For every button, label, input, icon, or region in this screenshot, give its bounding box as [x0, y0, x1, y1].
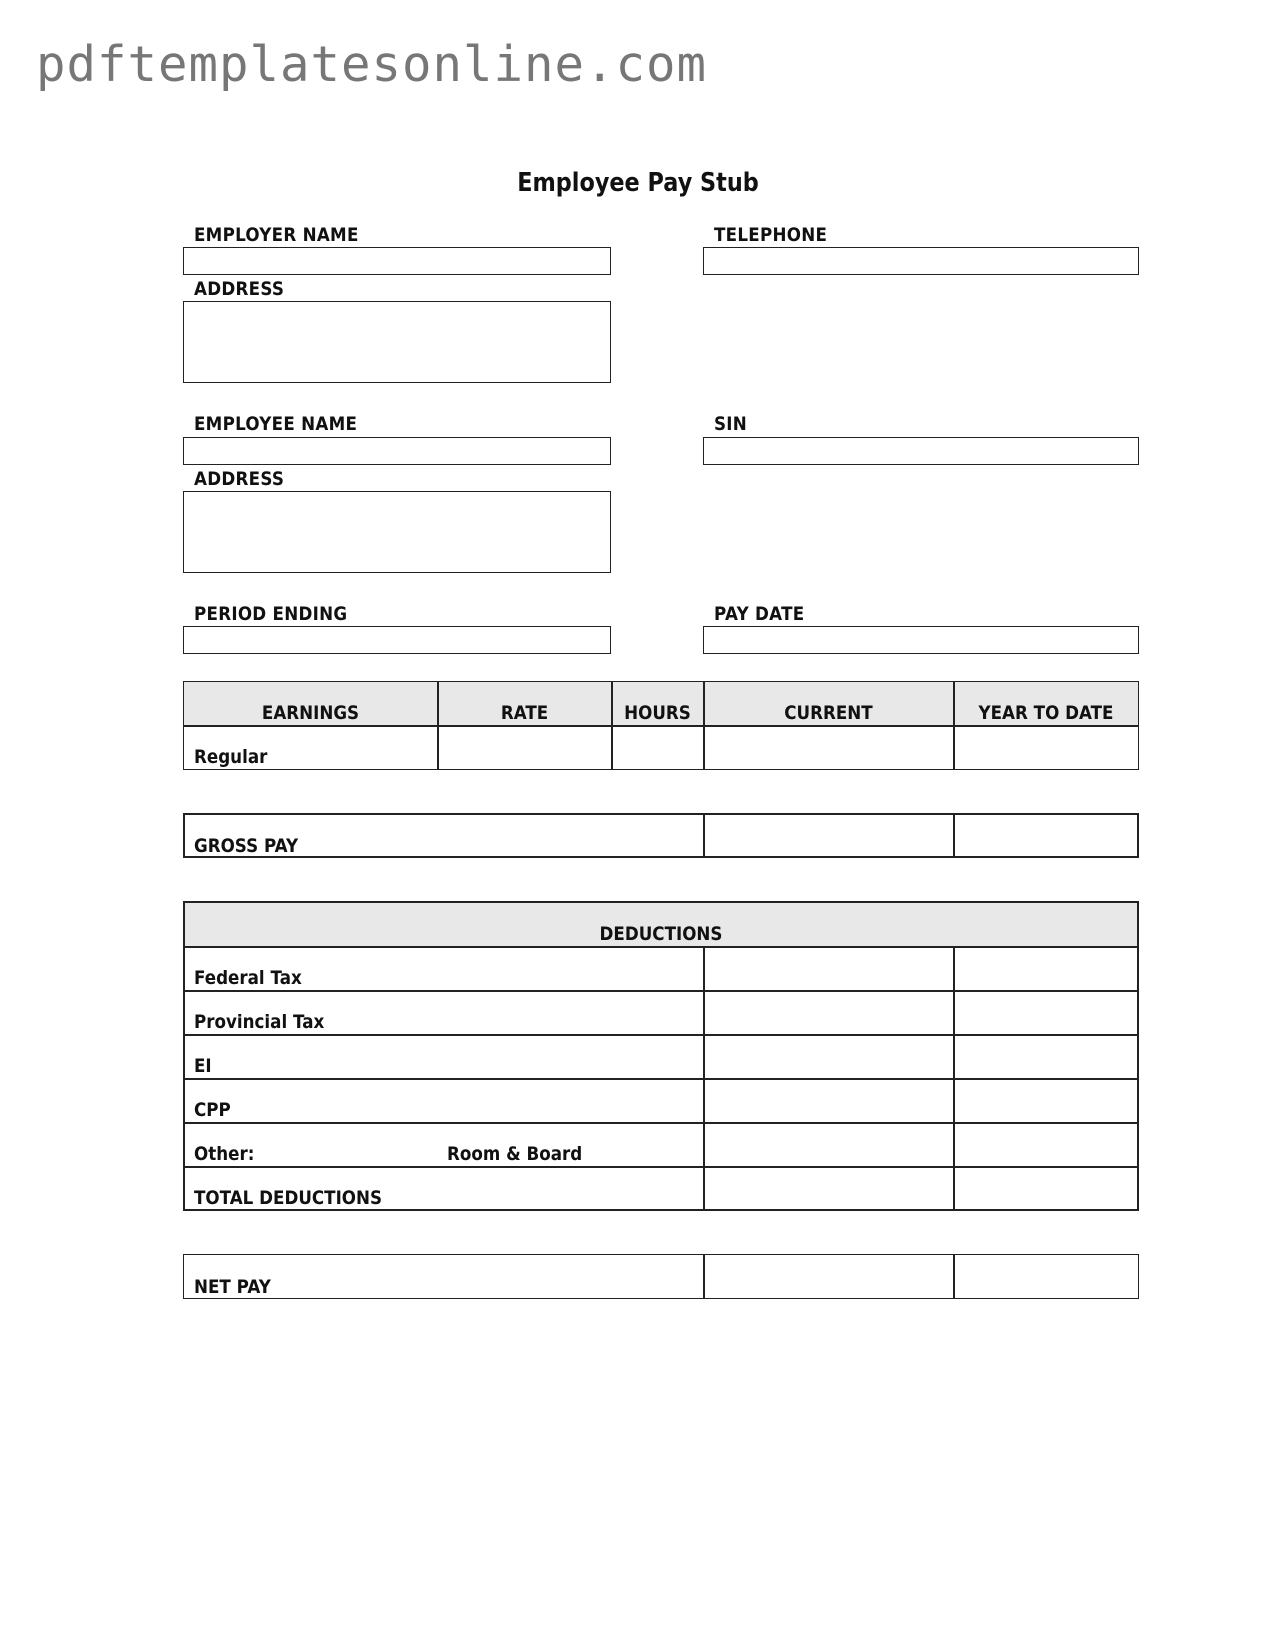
pay-date-field[interactable]	[703, 626, 1139, 654]
employee-address-label: ADDRESS	[194, 468, 285, 490]
employee-name-label: EMPLOYEE NAME	[194, 413, 358, 435]
federal-tax-label: Federal Tax	[194, 967, 302, 989]
rate-header: RATE	[500, 702, 549, 724]
regular-earnings-label: Regular	[194, 746, 268, 768]
hours-header: HOURS	[624, 702, 691, 724]
deductions-col-divider	[703, 946, 705, 1211]
employer-name-field[interactable]	[183, 247, 611, 275]
earnings-col-divider	[437, 681, 439, 770]
gross-pay-col-divider	[953, 813, 955, 858]
deductions-row-divider	[183, 990, 1139, 992]
deductions-row-divider	[183, 1078, 1139, 1080]
earnings-header-divider	[183, 725, 1139, 727]
deductions-table-border	[183, 901, 1139, 1211]
ei-label: EI	[194, 1055, 212, 1077]
telephone-label: TELEPHONE	[714, 224, 828, 246]
pay-date-label: PAY DATE	[714, 603, 805, 625]
deductions-header: DEDUCTIONS	[599, 923, 723, 945]
room-and-board-label: Room & Board	[447, 1143, 583, 1165]
deductions-row-divider	[183, 946, 1139, 948]
net-pay-col-divider	[703, 1254, 705, 1299]
deductions-row-divider	[183, 1034, 1139, 1036]
year-to-date-header: YEAR TO DATE	[978, 702, 1114, 724]
sin-field[interactable]	[703, 437, 1139, 465]
deductions-col-divider	[953, 946, 955, 1211]
employer-address-field[interactable]	[183, 301, 611, 383]
earnings-col-divider	[611, 681, 613, 770]
watermark-text: pdftemplatesonline.com	[36, 36, 708, 93]
period-ending-field[interactable]	[183, 626, 611, 654]
period-ending-label: PERIOD ENDING	[194, 603, 348, 625]
earnings-col-divider	[703, 681, 705, 770]
sin-label: SIN	[714, 413, 748, 435]
cpp-label: CPP	[194, 1099, 231, 1121]
current-header: CURRENT	[784, 702, 873, 724]
employee-address-field[interactable]	[183, 491, 611, 573]
employer-address-label: ADDRESS	[194, 278, 285, 300]
earnings-col-divider	[953, 681, 955, 770]
gross-pay-border	[183, 813, 1139, 858]
provincial-tax-label: Provincial Tax	[194, 1011, 325, 1033]
net-pay-border	[183, 1254, 1139, 1299]
deductions-row-divider	[183, 1122, 1139, 1124]
net-pay-col-divider	[953, 1254, 955, 1299]
earnings-header: EARNINGS	[261, 702, 360, 724]
telephone-field[interactable]	[703, 247, 1139, 275]
employer-name-label: EMPLOYER NAME	[194, 224, 359, 246]
employee-name-field[interactable]	[183, 437, 611, 465]
gross-pay-label: GROSS PAY	[194, 835, 299, 857]
deductions-row-divider	[183, 1166, 1139, 1168]
net-pay-label: NET PAY	[194, 1276, 271, 1298]
page-title: Employee Pay Stub	[517, 168, 759, 198]
gross-pay-col-divider	[703, 813, 705, 858]
total-deductions-label: TOTAL DEDUCTIONS	[194, 1187, 383, 1209]
other-deduction-label: Other:	[194, 1143, 255, 1165]
